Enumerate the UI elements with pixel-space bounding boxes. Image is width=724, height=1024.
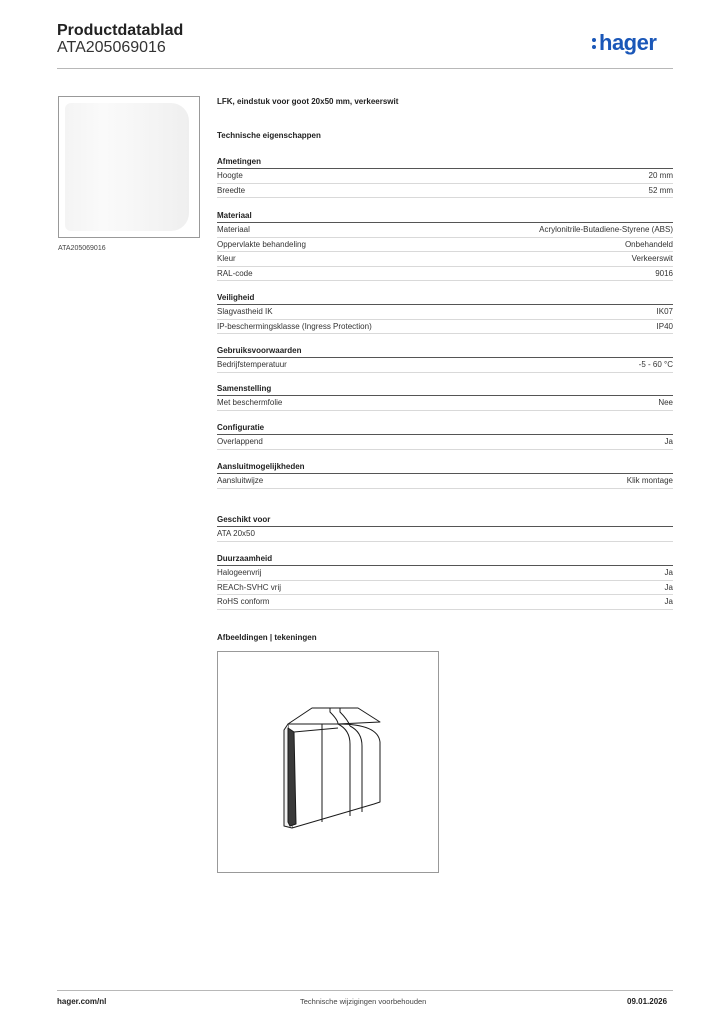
section-title: Geschikt voor [217,514,673,527]
spec-value: Ja [664,582,673,592]
spec-row [217,252,673,267]
spec-label: RAL-code [217,268,253,278]
spec-row [217,305,673,320]
spec-value: IK07 [656,307,673,316]
section-title: Samenstelling [217,383,673,396]
spec-row [217,435,673,450]
hager-logo [592,30,656,56]
section-title: Configuratie [217,422,673,435]
spec-row [217,267,673,282]
spec-value: Verkeerswit [631,254,673,263]
spec-value: Ja [664,568,673,577]
spec-row [217,169,673,184]
spec-label: Bedrijfstemperatuur [217,360,287,369]
thumbnail-caption: ATA205069016 [58,245,106,252]
technical-properties-heading: Technische eigenschappen [217,131,321,140]
technical-drawing [217,651,439,873]
product-description: LFK, eindstuk voor goot 20x50 mm, verkeerswit [217,97,399,106]
spec-row [217,396,673,411]
spec-value: IP40 [656,321,673,331]
spec-label: Breedte [217,185,246,195]
spec-row [217,358,673,373]
header-divider [57,68,673,69]
spec-label: Materiaal [217,225,250,234]
spec-value: Ja [664,597,673,606]
section-title: Aansluitmogelijkheden [217,461,673,474]
section-configuratie [217,422,673,450]
spec-value: -5 - 60 °C [638,360,673,369]
spec-row [217,566,673,581]
spec-label: Oppervlakte behandeling [217,239,306,249]
section-afmetingen [217,156,673,198]
spec-label: Slagvastheid IK [217,307,273,316]
footer-disclaimer: Technische wijzigingen voorbehouden [300,997,427,1006]
section-materiaal [217,210,673,281]
spec-value: Nee [658,398,673,407]
section-aansluitmogelijkheden [217,461,673,489]
spec-label: Met beschermfolie [217,398,283,407]
spec-label: Overlappend [217,437,263,446]
spec-row [217,527,673,542]
footer-date: 09.01.2026 [627,997,668,1006]
spec-value: Acrylonitrile-Butadiene-Styrene (ABS) [539,225,673,234]
section-veiligheid [217,292,673,334]
spec-label: Hoogte [217,171,243,180]
document-title: Productdatablad [57,22,184,39]
section-title: Afmetingen [217,156,673,169]
spec-value: 52 mm [648,185,673,195]
product-photo-icon [65,103,189,231]
spec-row [217,238,673,253]
spec-value: Ja [664,437,673,446]
section-title: Gebruiksvoorwaarden [217,345,673,358]
spec-row [217,595,673,610]
section-title: Duurzaamheid [217,553,673,566]
spec-row [217,184,673,199]
spec-label: Kleur [217,254,236,263]
spec-label: REACh-SVHC vrij [217,582,282,592]
spec-label: IP-beschermingsklasse (Ingress Protection) [217,321,372,331]
footer-website[interactable]: hager.com/nl [57,997,107,1006]
drawings-heading: Afbeeldingen | tekeningen [217,633,317,642]
spec-row [217,474,673,489]
section-gebruiksvoorwaarden [217,345,673,373]
spec-row [217,581,673,596]
spec-label: Aansluitwijze [217,476,264,485]
logo-text: hager [599,30,657,55]
section-geschikt-voor [217,514,673,542]
section-samenstelling [217,383,673,411]
spec-label: RoHS conform [217,597,270,606]
logo-dots-icon [592,35,597,49]
spec-row [217,320,673,335]
end-cap-drawing-icon [218,652,438,872]
spec-label: ATA 20x50 [217,529,255,538]
footer-divider [57,990,673,991]
spec-label: Halogeenvrij [217,568,262,577]
spec-value: 9016 [655,268,673,278]
product-thumbnail [58,96,200,238]
spec-value: Onbehandeld [624,239,673,249]
spec-row [217,223,673,238]
section-duurzaamheid [217,553,673,610]
spec-value: 20 mm [648,171,673,180]
section-title: Materiaal [217,210,673,223]
article-number: ATA205069016 [57,39,166,56]
spec-value: Klik montage [626,476,673,485]
section-title: Veiligheid [217,292,673,305]
